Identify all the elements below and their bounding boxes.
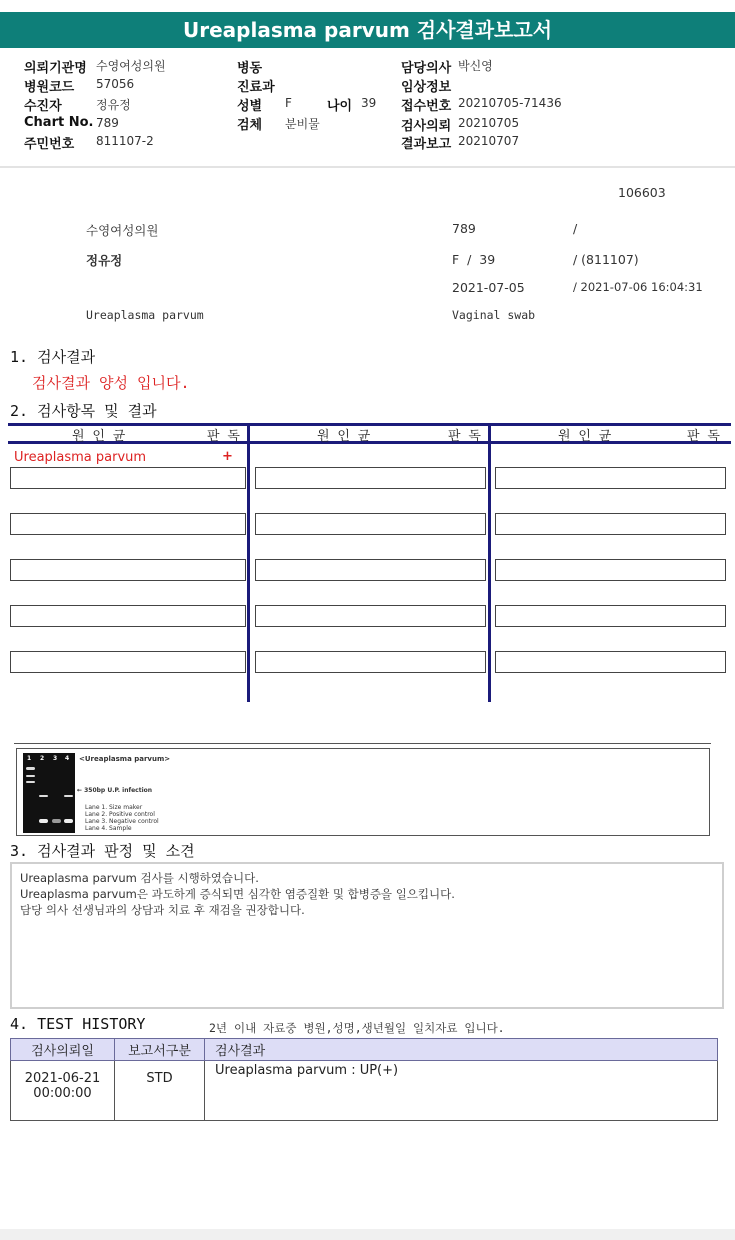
- history-row: [11, 1061, 718, 1121]
- pathogen-result: +: [222, 449, 233, 464]
- header-label: Chart No.: [24, 115, 94, 130]
- header-value: 정유정: [96, 98, 131, 112]
- header-label: 접수번호: [401, 99, 452, 114]
- clinic-name: 수영여성의원: [86, 223, 159, 238]
- test-name: Ureaplasma parvum: [86, 308, 204, 322]
- empty-result-cell: [10, 651, 246, 673]
- header-value: 20210705: [458, 116, 520, 130]
- gel-legend-item: Lane 2. Positive control: [85, 811, 155, 818]
- gel-band: [52, 819, 61, 823]
- report-title: Ureaplasma parvum 검사결과보고서: [0, 12, 735, 48]
- history-header-row: [11, 1039, 718, 1061]
- header-value: 20210707: [458, 134, 520, 148]
- header-label: 병원코드: [24, 80, 75, 95]
- history-header-cell: 검사결과: [205, 1039, 718, 1061]
- pathogen-column-header: 원 인 균: [72, 429, 126, 444]
- section2-title: 2. 검사항목 및 결과: [10, 402, 157, 420]
- header-label: 나이: [327, 99, 353, 114]
- opinion-line: Ureaplasma parvum은 과도하게 증식되면 심각한 염증질환 및 합병증을 일으킵니다.: [20, 887, 455, 901]
- slash-separator: /: [573, 221, 578, 236]
- gel-legend-item: Lane 1. Size maker: [85, 804, 143, 811]
- column-divider: [247, 423, 250, 702]
- gel-legend-item: Lane 4. Sample: [85, 825, 132, 832]
- judgement-column-header: 판 독: [448, 429, 481, 444]
- header-value: 811107-2: [96, 134, 154, 148]
- lane-number: 1: [27, 755, 32, 762]
- history-date: 2021-06-21: [24, 1071, 101, 1086]
- opinion-line: 담당 의사 선생님과의 상담과 치료 후 재검을 권장합니다.: [20, 903, 305, 917]
- header-label: 수진자: [24, 99, 62, 114]
- sex-age: F / 39: [452, 252, 496, 267]
- history-date-cell: [11, 1061, 115, 1121]
- specimen-type: Vaginal swab: [452, 308, 536, 322]
- history-time: 00:00:00: [33, 1086, 92, 1101]
- opinion-box: [10, 862, 724, 1009]
- empty-result-cell: [495, 467, 726, 489]
- empty-result-cell: [255, 651, 486, 673]
- judgement-column-header: 판 독: [207, 429, 240, 444]
- gel-legend-item: Lane 3. Negative control: [85, 818, 159, 825]
- gel-band: [64, 819, 73, 823]
- empty-result-cell: [495, 651, 726, 673]
- chart-number: 789: [452, 221, 476, 236]
- pathogen-name: Ureaplasma parvum: [14, 450, 147, 465]
- request-date: 2021-07-05: [452, 280, 525, 295]
- header-label: 진료과: [237, 80, 275, 95]
- patient-ssn: / (811107): [573, 252, 639, 267]
- section3-title: 3. 검사결과 판정 및 소견: [10, 842, 195, 860]
- report-datetime: / 2021-07-06 16:04:31: [573, 280, 703, 294]
- gel-band-label: ← 350bp U.P. infection: [77, 787, 153, 794]
- header-value: 분비물: [285, 117, 320, 131]
- empty-result-cell: [495, 605, 726, 627]
- header-label: 임상정보: [401, 80, 452, 95]
- report-number: 106603: [618, 185, 666, 200]
- gel-electrophoresis-figure: [16, 748, 710, 836]
- empty-result-cell: [255, 559, 486, 581]
- gel-band: [39, 795, 48, 797]
- header-value: 20210705-71436: [458, 96, 562, 110]
- header-divider: [0, 166, 735, 168]
- section1-title: 1. 검사결과: [10, 348, 96, 366]
- gel-image: [23, 753, 75, 833]
- empty-result-cell: [255, 467, 486, 489]
- patient-name: 정유정: [86, 253, 123, 268]
- gel-section-divider: [14, 743, 711, 744]
- empty-result-cell: [495, 513, 726, 535]
- gel-band: [64, 795, 73, 797]
- header-value: 39: [361, 96, 377, 110]
- header-value: 박신영: [458, 59, 493, 73]
- empty-result-cell: [255, 513, 486, 535]
- footer-band: [0, 1229, 735, 1240]
- header-label: 검사의뢰: [401, 119, 452, 134]
- lane-number: 3: [53, 755, 58, 762]
- empty-result-cell: [10, 559, 246, 581]
- header-value: 789: [96, 116, 119, 130]
- gel-band: [26, 767, 35, 770]
- empty-result-cell: [10, 605, 246, 627]
- gel-title: <Ureaplasma parvum>: [79, 755, 171, 763]
- history-result-cell: Ureaplasma parvum : UP(+): [205, 1061, 718, 1121]
- header-label: 병동: [237, 61, 263, 76]
- pathogen-column-header: 원 인 균: [317, 429, 371, 444]
- empty-result-cell: [10, 467, 246, 489]
- header-label: 의뢰기관명: [24, 61, 87, 76]
- empty-result-cell: [495, 559, 726, 581]
- header-label: 성별: [237, 99, 263, 114]
- header-label: 검체: [237, 118, 263, 133]
- lane-number: 2: [40, 755, 45, 762]
- column-divider: [488, 423, 491, 702]
- opinion-line: Ureaplasma parvum 검사를 시행하였습니다.: [20, 871, 259, 885]
- positive-result-text: 검사결과 양성 입니다.: [32, 374, 190, 392]
- history-header-cell: 보고서구분: [115, 1039, 205, 1061]
- lane-number: 4: [65, 755, 70, 762]
- empty-result-cell: [10, 513, 246, 535]
- header-value: 57056: [96, 77, 135, 91]
- header-label: 주민번호: [24, 137, 75, 152]
- gel-band: [26, 775, 35, 777]
- header-value: F: [285, 96, 292, 110]
- history-header-cell: 검사의뢰일: [11, 1039, 115, 1061]
- judgement-column-header: 판 독: [687, 429, 720, 444]
- gel-band: [26, 781, 35, 783]
- header-value: 수영여성의원: [96, 59, 166, 73]
- empty-result-cell: [255, 605, 486, 627]
- pathogen-column-header: 원 인 균: [558, 429, 612, 444]
- history-table: [10, 1038, 718, 1121]
- history-type-cell: STD: [115, 1061, 205, 1121]
- header-label: 결과보고: [401, 137, 452, 152]
- history-note: 2년 이내 자료중 병원,성명,생년월일 일치자료 입니다.: [209, 1021, 505, 1035]
- gel-band: [39, 819, 48, 823]
- header-label: 담당의사: [401, 61, 452, 76]
- section4-title: 4. TEST HISTORY: [10, 1015, 146, 1033]
